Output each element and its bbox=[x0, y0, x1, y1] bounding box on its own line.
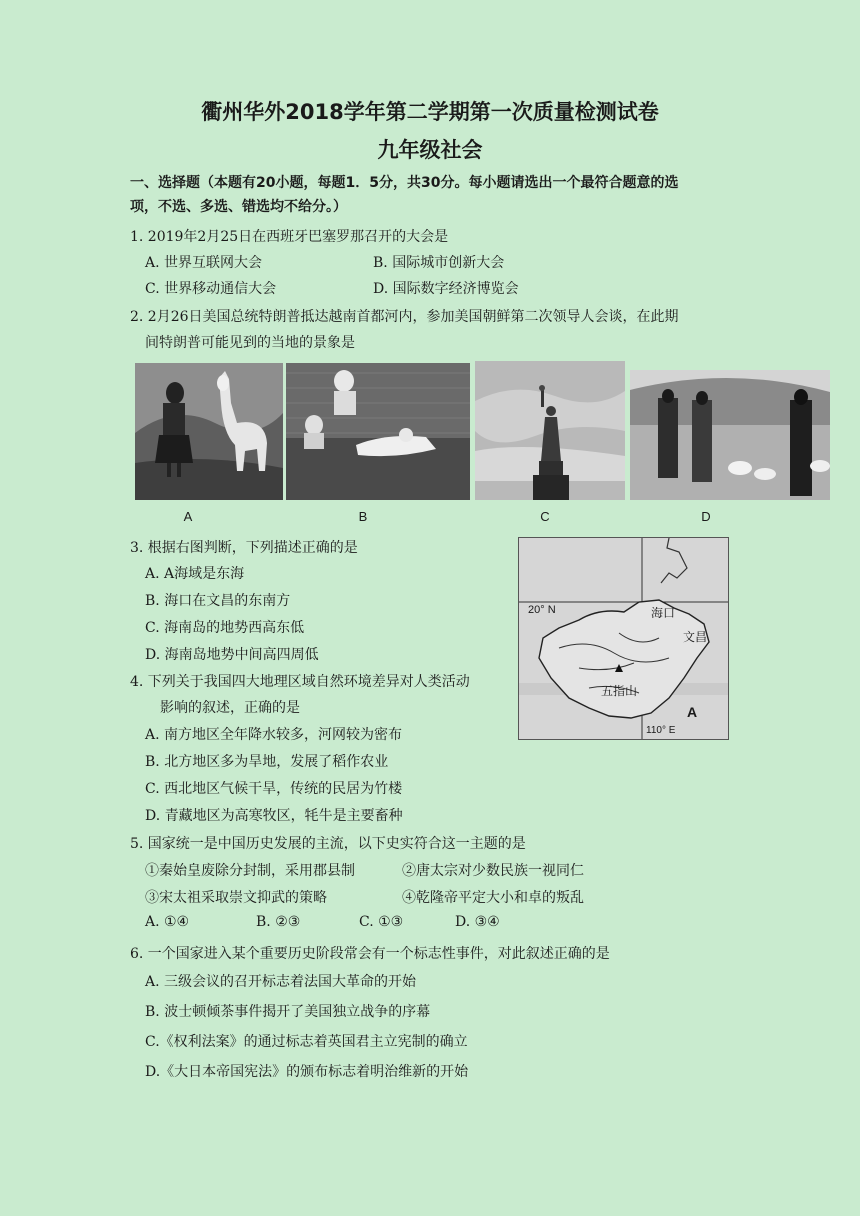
q5-option-b: B. ②③ bbox=[256, 914, 301, 930]
photo-label-b: B bbox=[358, 509, 368, 524]
q2-stem-line2: 间特朗普可能见到的当地的景象是 bbox=[145, 335, 355, 351]
q6-stem: 6. 一个国家进入某个重要历史阶段常会有一个标志性事件，对此叙述正确的是 bbox=[130, 946, 610, 962]
q5-item-1: ①秦始皇废除分封制，采用郡县制 bbox=[145, 863, 355, 879]
map-sea-label: A bbox=[687, 704, 698, 720]
page-subtitle: 九年级社会 bbox=[377, 138, 483, 162]
q4-option-d: D. 青藏地区为高寒牧区，牦牛是主要畜种 bbox=[145, 808, 403, 824]
q5-stem: 5. 国家统一是中国历史发展的主流，以下史实符合这一主题的是 bbox=[130, 836, 526, 852]
section-heading-line2: 项，不选、多选、错选均不给分。） bbox=[130, 199, 347, 215]
q2-stem-line1: 2. 2月26日美国总统特朗普抵达越南首都河内，参加美国朝鲜第二次领导人会谈，在此期 bbox=[130, 309, 679, 325]
q5-item-2: ②唐太宗对少数民族一视同仁 bbox=[402, 863, 584, 879]
page-title: 衢州华外2018学年第二学期第一次质量检测试卷 bbox=[201, 100, 659, 124]
photo-label-a: A bbox=[183, 509, 193, 524]
q3-option-d: D. 海南岛地势中间高四周低 bbox=[145, 647, 319, 663]
q6-option-d: D.《大日本帝国宪法》的颁布标志着明治维新的开始 bbox=[145, 1064, 469, 1080]
q6-option-b: B. 波士顿倾茶事件揭开了美国独立战争的序幕 bbox=[145, 1004, 431, 1020]
photo-b-water-puppets bbox=[286, 363, 470, 500]
q6-option-a: A. 三级会议的召开标志着法国大革命的开始 bbox=[145, 974, 417, 990]
q5-item-4: ④乾隆帝平定大小和卓的叛乱 bbox=[402, 890, 584, 906]
q3-option-b: B. 海口在文昌的东南方 bbox=[145, 593, 291, 609]
q1-option-a: A. 世界互联网大会 bbox=[145, 255, 263, 271]
map-longitude-label: 110° E bbox=[646, 725, 676, 736]
q4-stem-line2: 影响的叙述，正确的是 bbox=[160, 700, 300, 716]
section-heading-line1: 一、选择题（本题有20小题，每题1．5分，共30分。每小题请选出一个最符合题意的选 bbox=[130, 175, 679, 191]
map-haikou-label: 海口 bbox=[651, 606, 676, 620]
photo-a-llama bbox=[135, 363, 283, 500]
q1-option-d: D. 国际数字经济博览会 bbox=[373, 281, 519, 297]
q5-option-d: D. ③④ bbox=[455, 914, 500, 930]
map-latitude-label: 20° N bbox=[528, 604, 556, 616]
q1-option-c: C. 世界移动通信大会 bbox=[145, 281, 277, 297]
q5-option-a: A. ①④ bbox=[145, 914, 190, 930]
q4-option-c: C. 西北地区气候干旱，传统的民居为竹楼 bbox=[145, 781, 403, 797]
photo-label-c: C bbox=[540, 509, 550, 524]
map-wenchang-label: 文昌 bbox=[683, 630, 708, 644]
photo-c-statue-of-liberty bbox=[475, 361, 625, 500]
q6-option-c: C.《权利法案》的通过标志着英国君主立宪制的确立 bbox=[145, 1034, 468, 1050]
q3-stem: 3. 根据右图判断，下列描述正确的是 bbox=[130, 540, 358, 556]
q5-option-c: C. ①③ bbox=[359, 914, 404, 930]
q4-stem-line1: 4. 下列关于我国四大地理区域自然环境差异对人类活动 bbox=[130, 674, 470, 690]
q4-option-b: B. 北方地区多为旱地，发展了稻作农业 bbox=[145, 754, 389, 770]
photo-d-maasai-village bbox=[630, 370, 830, 500]
q1-option-b: B. 国际城市创新大会 bbox=[373, 255, 505, 271]
q1-stem: 1. 2019年2月25日在西班牙巴塞罗那召开的大会是 bbox=[130, 229, 449, 245]
map-wuzhishan-label: 五指山 bbox=[601, 684, 638, 698]
q4-option-a: A. 南方地区全年降水较多，河网较为密布 bbox=[145, 727, 403, 743]
q3-option-c: C. 海南岛的地势西高东低 bbox=[145, 620, 305, 636]
q3-option-a: A. A海域是东海 bbox=[145, 566, 245, 582]
photo-label-d: D bbox=[701, 509, 711, 524]
q5-item-3: ③宋太祖采取崇文抑武的策略 bbox=[145, 890, 327, 906]
hainan-map bbox=[518, 537, 729, 740]
